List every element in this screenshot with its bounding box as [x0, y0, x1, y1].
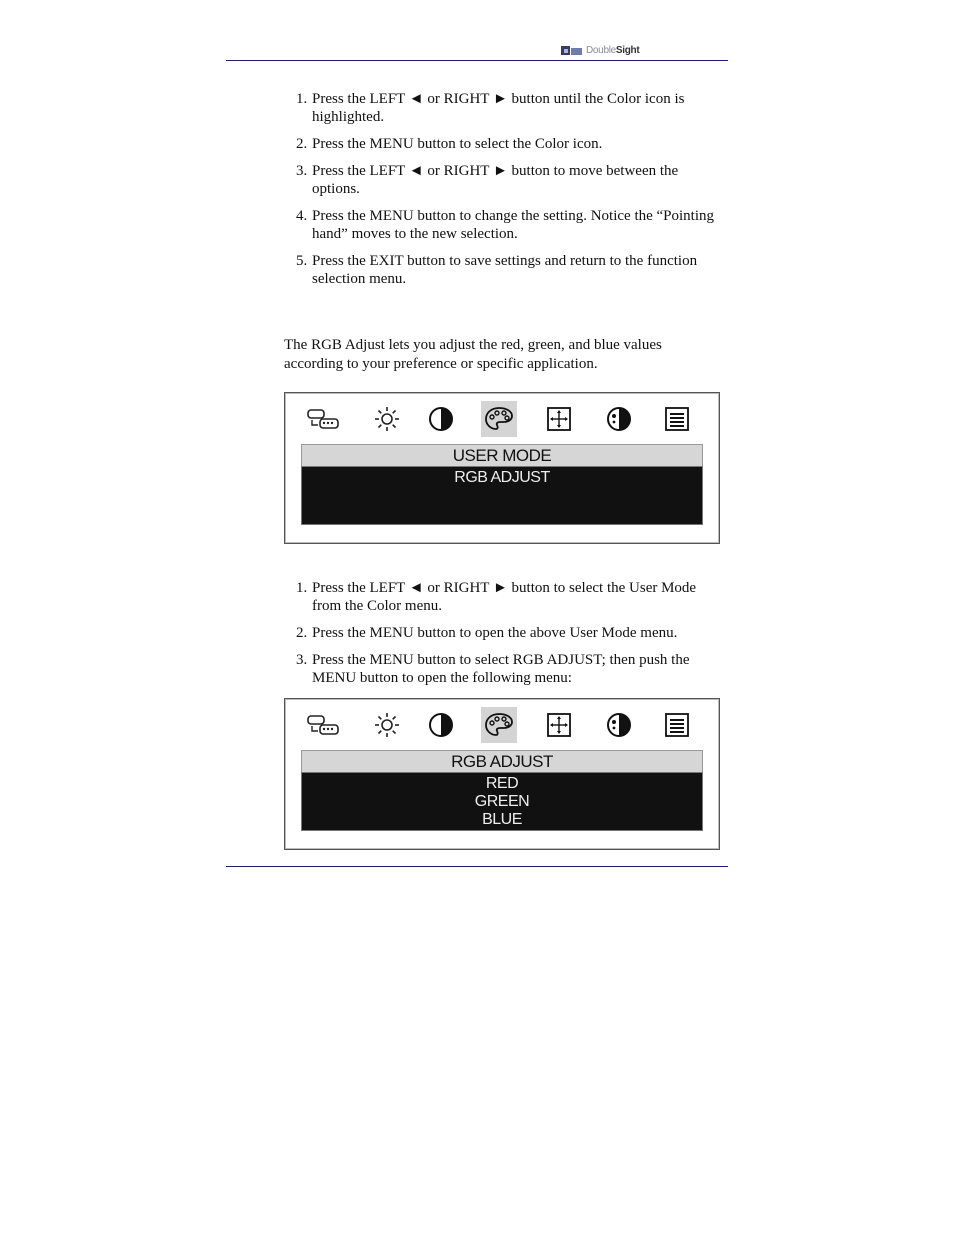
osd-menu-item-blue: BLUE: [482, 811, 522, 828]
rgb-steps-list: [296, 579, 726, 696]
list-item: 4. Press the MENU button to change the setting. Notice the “Pointing hand” moves to the new selection.: [296, 208, 715, 242]
position-icon: [541, 707, 577, 743]
list-item: 3. Press the MENU button to select RGB ADJUST; then push the MENU button to open the following menu:: [296, 652, 690, 686]
brightness-icon: [369, 707, 405, 743]
brand-logo: [561, 42, 639, 58]
list-item: 1. Press the LEFT ◄ or RIGHT ► button to select the User Mode from the Color menu.: [296, 580, 697, 614]
osd-menu-panel: [301, 466, 703, 525]
osd-menu-title: USER MODE: [301, 444, 703, 467]
list-item: 1. Press the LEFT ◄ or RIGHT ► button until the Color icon is highlighted.: [296, 91, 685, 125]
color-palette-icon: [481, 707, 517, 743]
contrast-icon: [423, 401, 459, 437]
osd-rgb-adjust-menu: [284, 698, 720, 850]
input-icon: [305, 401, 341, 437]
osd-icon-row: [301, 707, 703, 743]
input-icon: [305, 707, 341, 743]
osd-menu-item-green: GREEN: [474, 793, 530, 810]
rgb-adjust-intro: The RGB Adjust lets you adjust the red, green, and blue values according to your preference or specific application.: [284, 337, 662, 372]
list-item: 2. Press the MENU button to select the Color icon.: [296, 136, 603, 152]
footer-rule: [226, 866, 728, 867]
osd-menu-panel: [301, 772, 703, 831]
color-steps-list: [296, 90, 726, 297]
brightness-icon: [369, 401, 405, 437]
display-icon: [601, 707, 637, 743]
osd-icon-row: [301, 401, 703, 437]
osd-user-mode-menu: [284, 392, 720, 544]
header-rule: [226, 60, 728, 61]
osd-menu-title: RGB ADJUST: [301, 750, 703, 773]
list-item: 3. Press the LEFT ◄ or RIGHT ► button to move between the options.: [296, 163, 679, 197]
list-item: 5. Press the EXIT button to save settings and return to the function selection menu.: [296, 253, 698, 287]
contrast-icon: [423, 707, 459, 743]
menu-list-icon: [659, 401, 695, 437]
list-item: 2. Press the MENU button to open the above User Mode menu.: [296, 625, 678, 641]
logo-icon: [561, 45, 583, 56]
menu-list-icon: [659, 707, 695, 743]
osd-menu-item: RGB ADJUST: [454, 469, 550, 486]
color-palette-icon: [481, 401, 517, 437]
display-icon: [601, 401, 637, 437]
logo-text: DoubleSight: [586, 44, 640, 56]
osd-menu-item-red: RED: [485, 775, 519, 792]
position-icon: [541, 401, 577, 437]
